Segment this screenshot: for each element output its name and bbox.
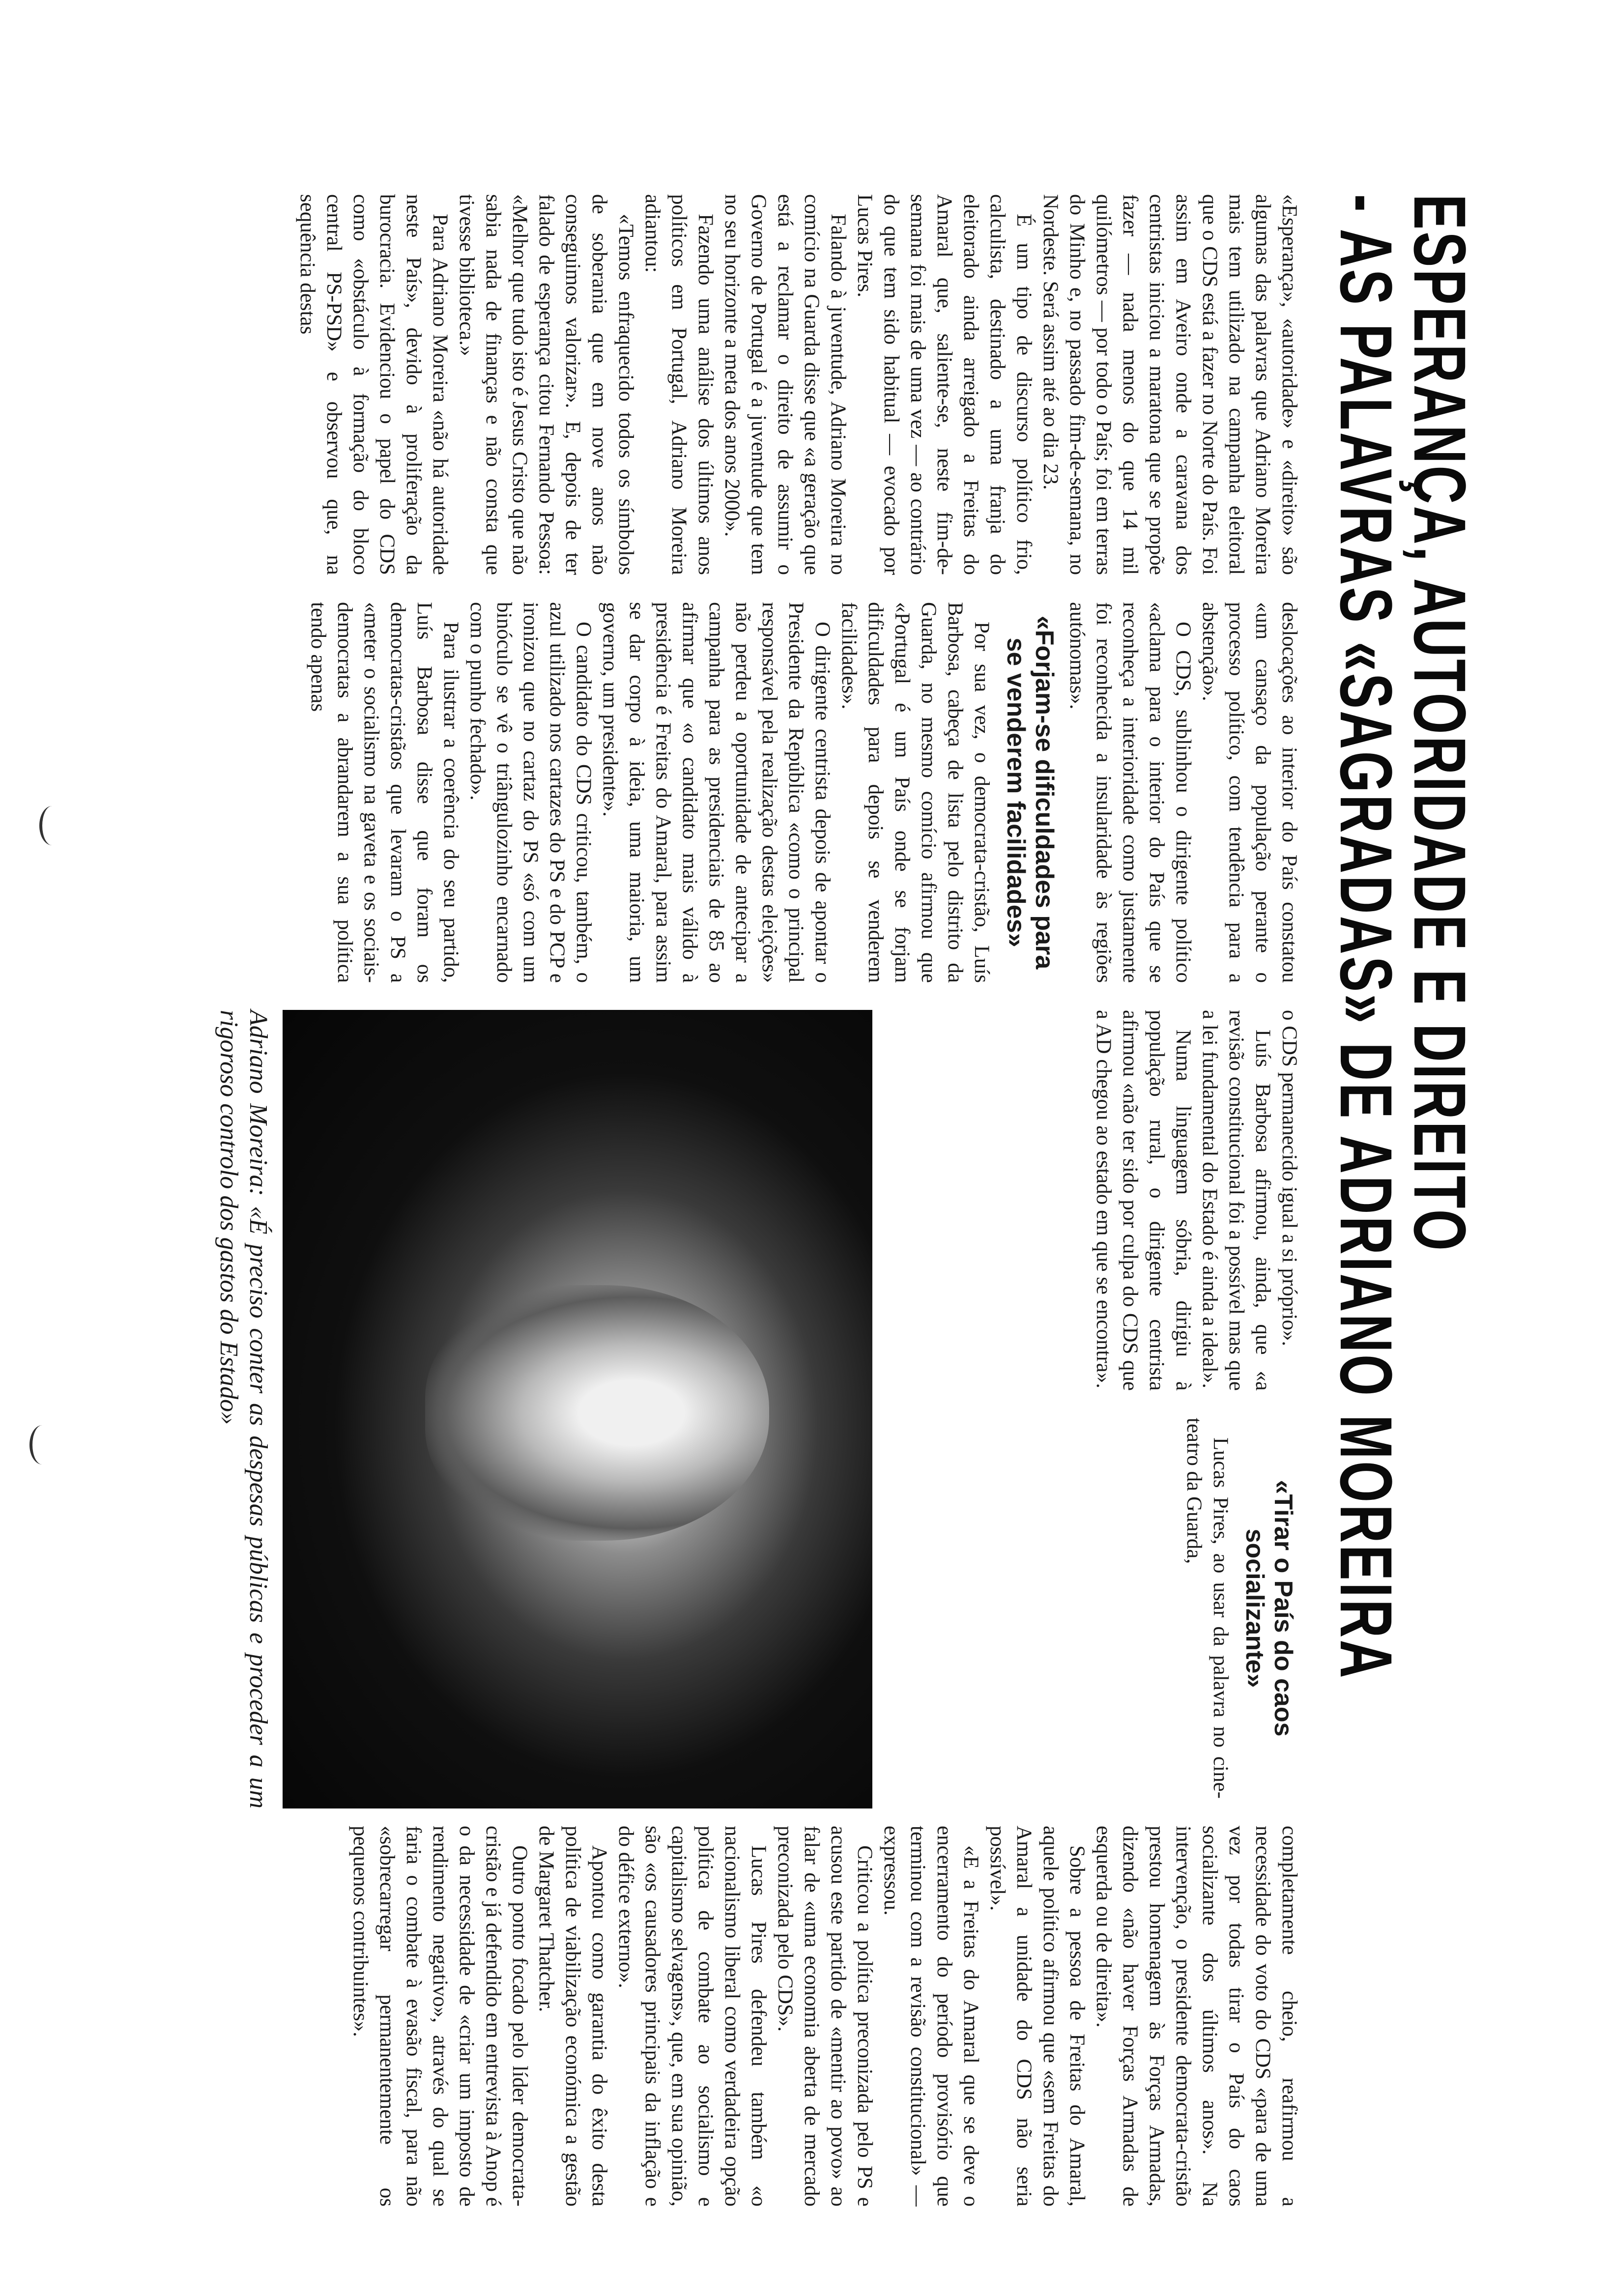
paragraph: O dirigente centrista depois de apontar o Presidente da República «como o principal responsável pela realização destas eleições» não perdeu a oportunidade de antecipar a campanha para as presidenciais de 85 ao afirmar que «o candidato mais válido à presidência é Freitas do Amaral, para assim se dar corpo à ideia, uma maioria, um governo, um presidente». xyxy=(599,602,834,983)
paragraph: Por sua vez, o democrata-cristão, Luís Barbosa, cabeça de lista pelo distrito da Guarda, no mesmo comício afirmou que «Portugal é um País onde se forjam dificuldades para depois se venderem facilidades». xyxy=(837,602,993,983)
paragraph: Numa linguagem sóbria, dirigiu à população rural, o dirigente centrista afirmou «não ter sido por culpa do CDS que a AD chegou ao estado em que se encontra». xyxy=(1092,1010,1195,1391)
paragraph: Para ilustrar a coerência do seu partido, Luís Barbosa disse que foram os democratas-cristãos que levaram o PS a «meter o socialismo na gaveta e os sociais-democratas a abrandarem a sua política tendo apenas xyxy=(307,602,462,983)
paragraph: completamente cheio, reafirmou a necessidade do voto do CDS «para de uma vez por todas tirar o País do caos socializante dos últimos anos». Na intervenção, o presidente democrata-cristão prestou homenagem às Forças Armadas, dizendo «não haver Forças Armadas de esquerda ou de direita». xyxy=(1092,1826,1301,2207)
paragraph: deslocações ao interior do País constatou «um cansaço da população perante o processo político, com tendência para a abstenção». xyxy=(1198,602,1301,983)
subheading-tirar: «Tirar o País do caos socializante» xyxy=(1240,1480,1297,1737)
headline-line-2: - AS PALAVRAS «SAGRADAS» DE ADRIANO MOREIRA xyxy=(1325,194,1408,1680)
paragraph: «Esperança», «autoridade» e «direito» são algumas das palavras que Adriano Moreira mais tem utilizado na campanha eleitoral que o CDS está a fazer no Norte do País. Foi assim em Aveiro onde a caravana dos centristas iniciou a maratona que se propõe fazer — nada menos do que 14 mil quilómetros — por todo o País; foi em terras do Minho e, no passado fim-de-semana, no Nordeste. Será assim até ao dia 23. xyxy=(1039,194,1301,575)
paragraph: O CDS, sublinhou o dirigente político «aclama para o interior do País que se reconheça a interioridade como justamente foi reconhecida a insularidade às regiões autónomas». xyxy=(1065,602,1195,983)
paragraph: O candidato do CDS criticou, também, o azul utilizado nos cartazes do PS e do PCP e ironizou que no cartaz do PS «só com um binóculo se vê o triângulozinho encarnado com o punho fechado». xyxy=(466,602,595,983)
paragraph: Luís Barbosa afirmou, ainda, que «a revisão constitucional foi a possível mas que a lei fundamental do Estado é ainda a ideal». xyxy=(1198,1010,1274,1391)
paragraph: Lucas Pires, ao usar da palavra no cine-teatro da Guarda, xyxy=(1182,1418,1232,1799)
scan-mark-arc-1 xyxy=(39,806,65,845)
article-column-3 xyxy=(880,1010,1302,1391)
headline-line-1: ESPERANÇA, AUTORIDADE E DIREITO xyxy=(1399,194,1481,1253)
photo-caption: Adriano Moreira: «É preciso conter as despesas públicas e proceder a um rigoroso controlo dos gastos do Estado» xyxy=(215,1010,272,1808)
article-column-4 xyxy=(880,1418,1302,1799)
newspaper-article xyxy=(123,194,1479,2239)
paragraph: Fazendo uma análise dos últimos anos políticos em Portugal, Adriano Moreira adiantou: xyxy=(641,194,717,575)
paragraph: Para Adriano Moreira «não há autoridade neste País», devido à proliferação da burocracia. Evidenciou o papel do CDS como «obstáculo à formação do bloco central PS-PSD» e observou que, na sequência destas xyxy=(296,194,452,575)
paragraph: o CDS permanecido igual a si próprio». xyxy=(1278,1010,1301,1347)
paragraph: Sobre a pessoa de Freitas do Amaral, aquele político afirmou que «sem Freitas do Amaral a unidade do CDS não seria possível». xyxy=(986,1826,1089,2207)
subheading-forjam: «Forjam-se dificuldades para se venderem facilidades» xyxy=(1002,615,1059,970)
portrait-face xyxy=(425,1285,769,1541)
paragraph: «Temos enfraquecido todos os símbolos de soberania que em nove anos não conseguimos valorizar». E, depois de ter falado de esperança citou Fernando Pessoa: «Melhor que tudo isto é Jesus Cristo que não sabia nada de finanças e não consta que tivesse biblioteca.» xyxy=(455,194,637,575)
portrait-photo xyxy=(283,1010,872,1808)
paragraph: «E a Freitas do Amaral que se deve o encerramento do período provisório que terminou com a revisão constitucional» — expressou. xyxy=(880,1826,982,2207)
paragraph: Criticou a política preconizada pelo PS e acusou este partido de «mentir ao povo» ao falar de «uma economia aberta de mercado preconizada pelo CDS». xyxy=(774,1826,876,2207)
paragraph: Falando à juventude, Adriano Moreira no comício na Guarda disse que «a geração que está a reclamar o direito de assumir o Governo de Portugal é a juventude que tem no seu horizonte a meta dos anos 2000». xyxy=(720,194,850,575)
paragraph: Apontou como garantia do êxito desta política de viabilização económica a gestão de Margaret Thatcher. xyxy=(535,1826,611,2207)
article-column-2 xyxy=(128,602,1302,983)
article-column-1 xyxy=(128,194,1302,575)
scan-mark-arc-2 xyxy=(29,1425,55,1464)
paragraph: Lucas Pires defendeu também «o nacionalismo liberal como verdadeira opção política de combate ao socialismo e capitalismo selvagens», que, em sua opinião, são «os causadores principais da inflação e do défice externo». xyxy=(614,1826,770,2207)
paragraph: É um tipo de discurso político frio, calculista, destinado a uma franja do eleitorado ainda arreigado a Freitas do Amaral que, saliente-se, neste fim-de-semana foi mais de uma vez — ao contrário do que tem sido habitual — evocado por Lucas Pires. xyxy=(853,194,1036,575)
article-column-5 xyxy=(128,1826,1302,2207)
paragraph: Outro ponto focado pelo líder democrata-cristão e já defendido em entrevista à Anop é o da necessidade de «criar um imposto de rendimento negativo», através do qual se faria o combate à evasão fiscal, para não «sobrecarregar permanentemente os pequenos contribuintes». xyxy=(349,1826,531,2207)
